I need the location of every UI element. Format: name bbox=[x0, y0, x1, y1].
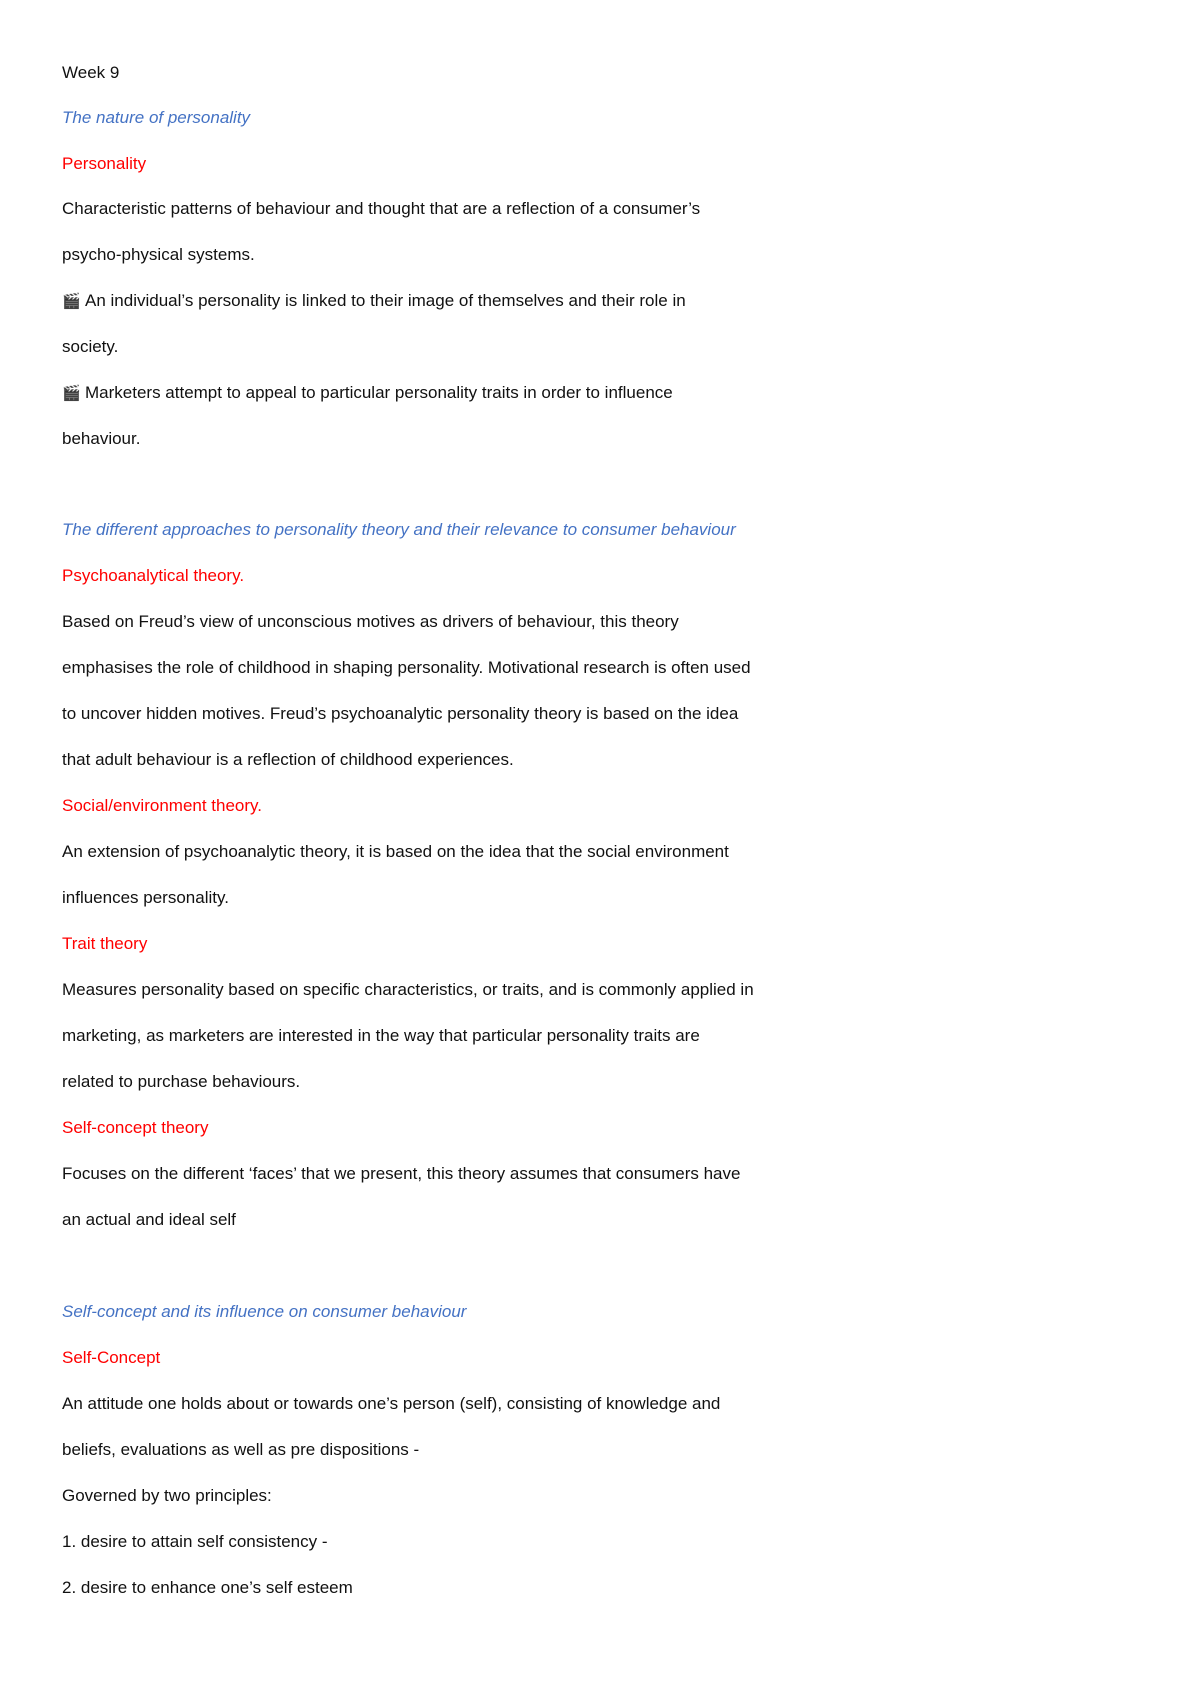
list-item: 2. desire to enhance one’s self esteem bbox=[62, 1578, 353, 1597]
subheading-self-concept: Self-Concept bbox=[62, 1348, 161, 1367]
paragraph-line: Based on Freud’s view of unconscious motives as drivers of behaviour, this theory bbox=[62, 612, 679, 631]
clapperboard-icon: 🎬 bbox=[62, 293, 81, 310]
paragraph-line: an actual and ideal self bbox=[62, 1210, 236, 1229]
clapperboard-icon: 🎬 bbox=[62, 385, 81, 402]
bullet-text: An individual’s personality is linked to their image of themselves and their role in bbox=[85, 291, 686, 310]
paragraph-line: An attitude one holds about or towards one’s person (self), consisting of knowledge and bbox=[62, 1394, 721, 1413]
paragraph-line: Measures personality based on specific characteristics, or traits, and is commonly applied in bbox=[62, 980, 754, 999]
bullet-item bbox=[62, 382, 673, 405]
subheading-psychoanalytical-theory: Psychoanalytical theory. bbox=[62, 566, 245, 585]
section-heading-nature-of-personality: The nature of personality bbox=[62, 108, 251, 127]
subheading-personality: Personality bbox=[62, 154, 147, 173]
paragraph-line: Characteristic patterns of behaviour and thought that are a reflection of a consumer’s bbox=[62, 199, 701, 218]
subheading-trait-theory: Trait theory bbox=[62, 934, 148, 953]
paragraph-line: An extension of psychoanalytic theory, it is based on the idea that the social environment bbox=[62, 842, 729, 861]
paragraph-line: related to purchase behaviours. bbox=[62, 1072, 301, 1091]
list-item: 1. desire to attain self consistency - bbox=[62, 1532, 328, 1551]
paragraph-line: behaviour. bbox=[62, 429, 141, 448]
paragraph-line: society. bbox=[62, 337, 119, 356]
paragraph-line: marketing, as marketers are interested in the way that particular personality traits are bbox=[62, 1026, 700, 1045]
paragraph-line: to uncover hidden motives. Freud’s psychoanalytic personality theory is based on the idea bbox=[62, 704, 739, 723]
subheading-self-concept-theory: Self-concept theory bbox=[62, 1118, 209, 1137]
paragraph-line: emphasises the role of childhood in shaping personality. Motivational research is often used bbox=[62, 658, 751, 677]
paragraph-line: Focuses on the different ‘faces’ that we present, this theory assumes that consumers have bbox=[62, 1164, 741, 1183]
subheading-social-environment-theory: Social/environment theory. bbox=[62, 796, 263, 815]
paragraph-line: Governed by two principles: bbox=[62, 1486, 272, 1505]
paragraph-line: influences personality. bbox=[62, 888, 229, 907]
section-heading-approaches: The different approaches to personality theory and their relevance to consumer behaviour bbox=[62, 520, 736, 539]
bullet-item bbox=[62, 290, 686, 313]
paragraph-line: psycho-physical systems. bbox=[62, 245, 255, 264]
paragraph-line: that adult behaviour is a reflection of childhood experiences. bbox=[62, 750, 514, 769]
bullet-text: Marketers attempt to appeal to particular personality traits in order to influence bbox=[85, 383, 673, 402]
week-label: Week 9 bbox=[62, 63, 120, 82]
section-heading-self-concept: Self-concept and its influence on consumer behaviour bbox=[62, 1302, 467, 1321]
paragraph-line: beliefs, evaluations as well as pre dispositions - bbox=[62, 1440, 420, 1459]
